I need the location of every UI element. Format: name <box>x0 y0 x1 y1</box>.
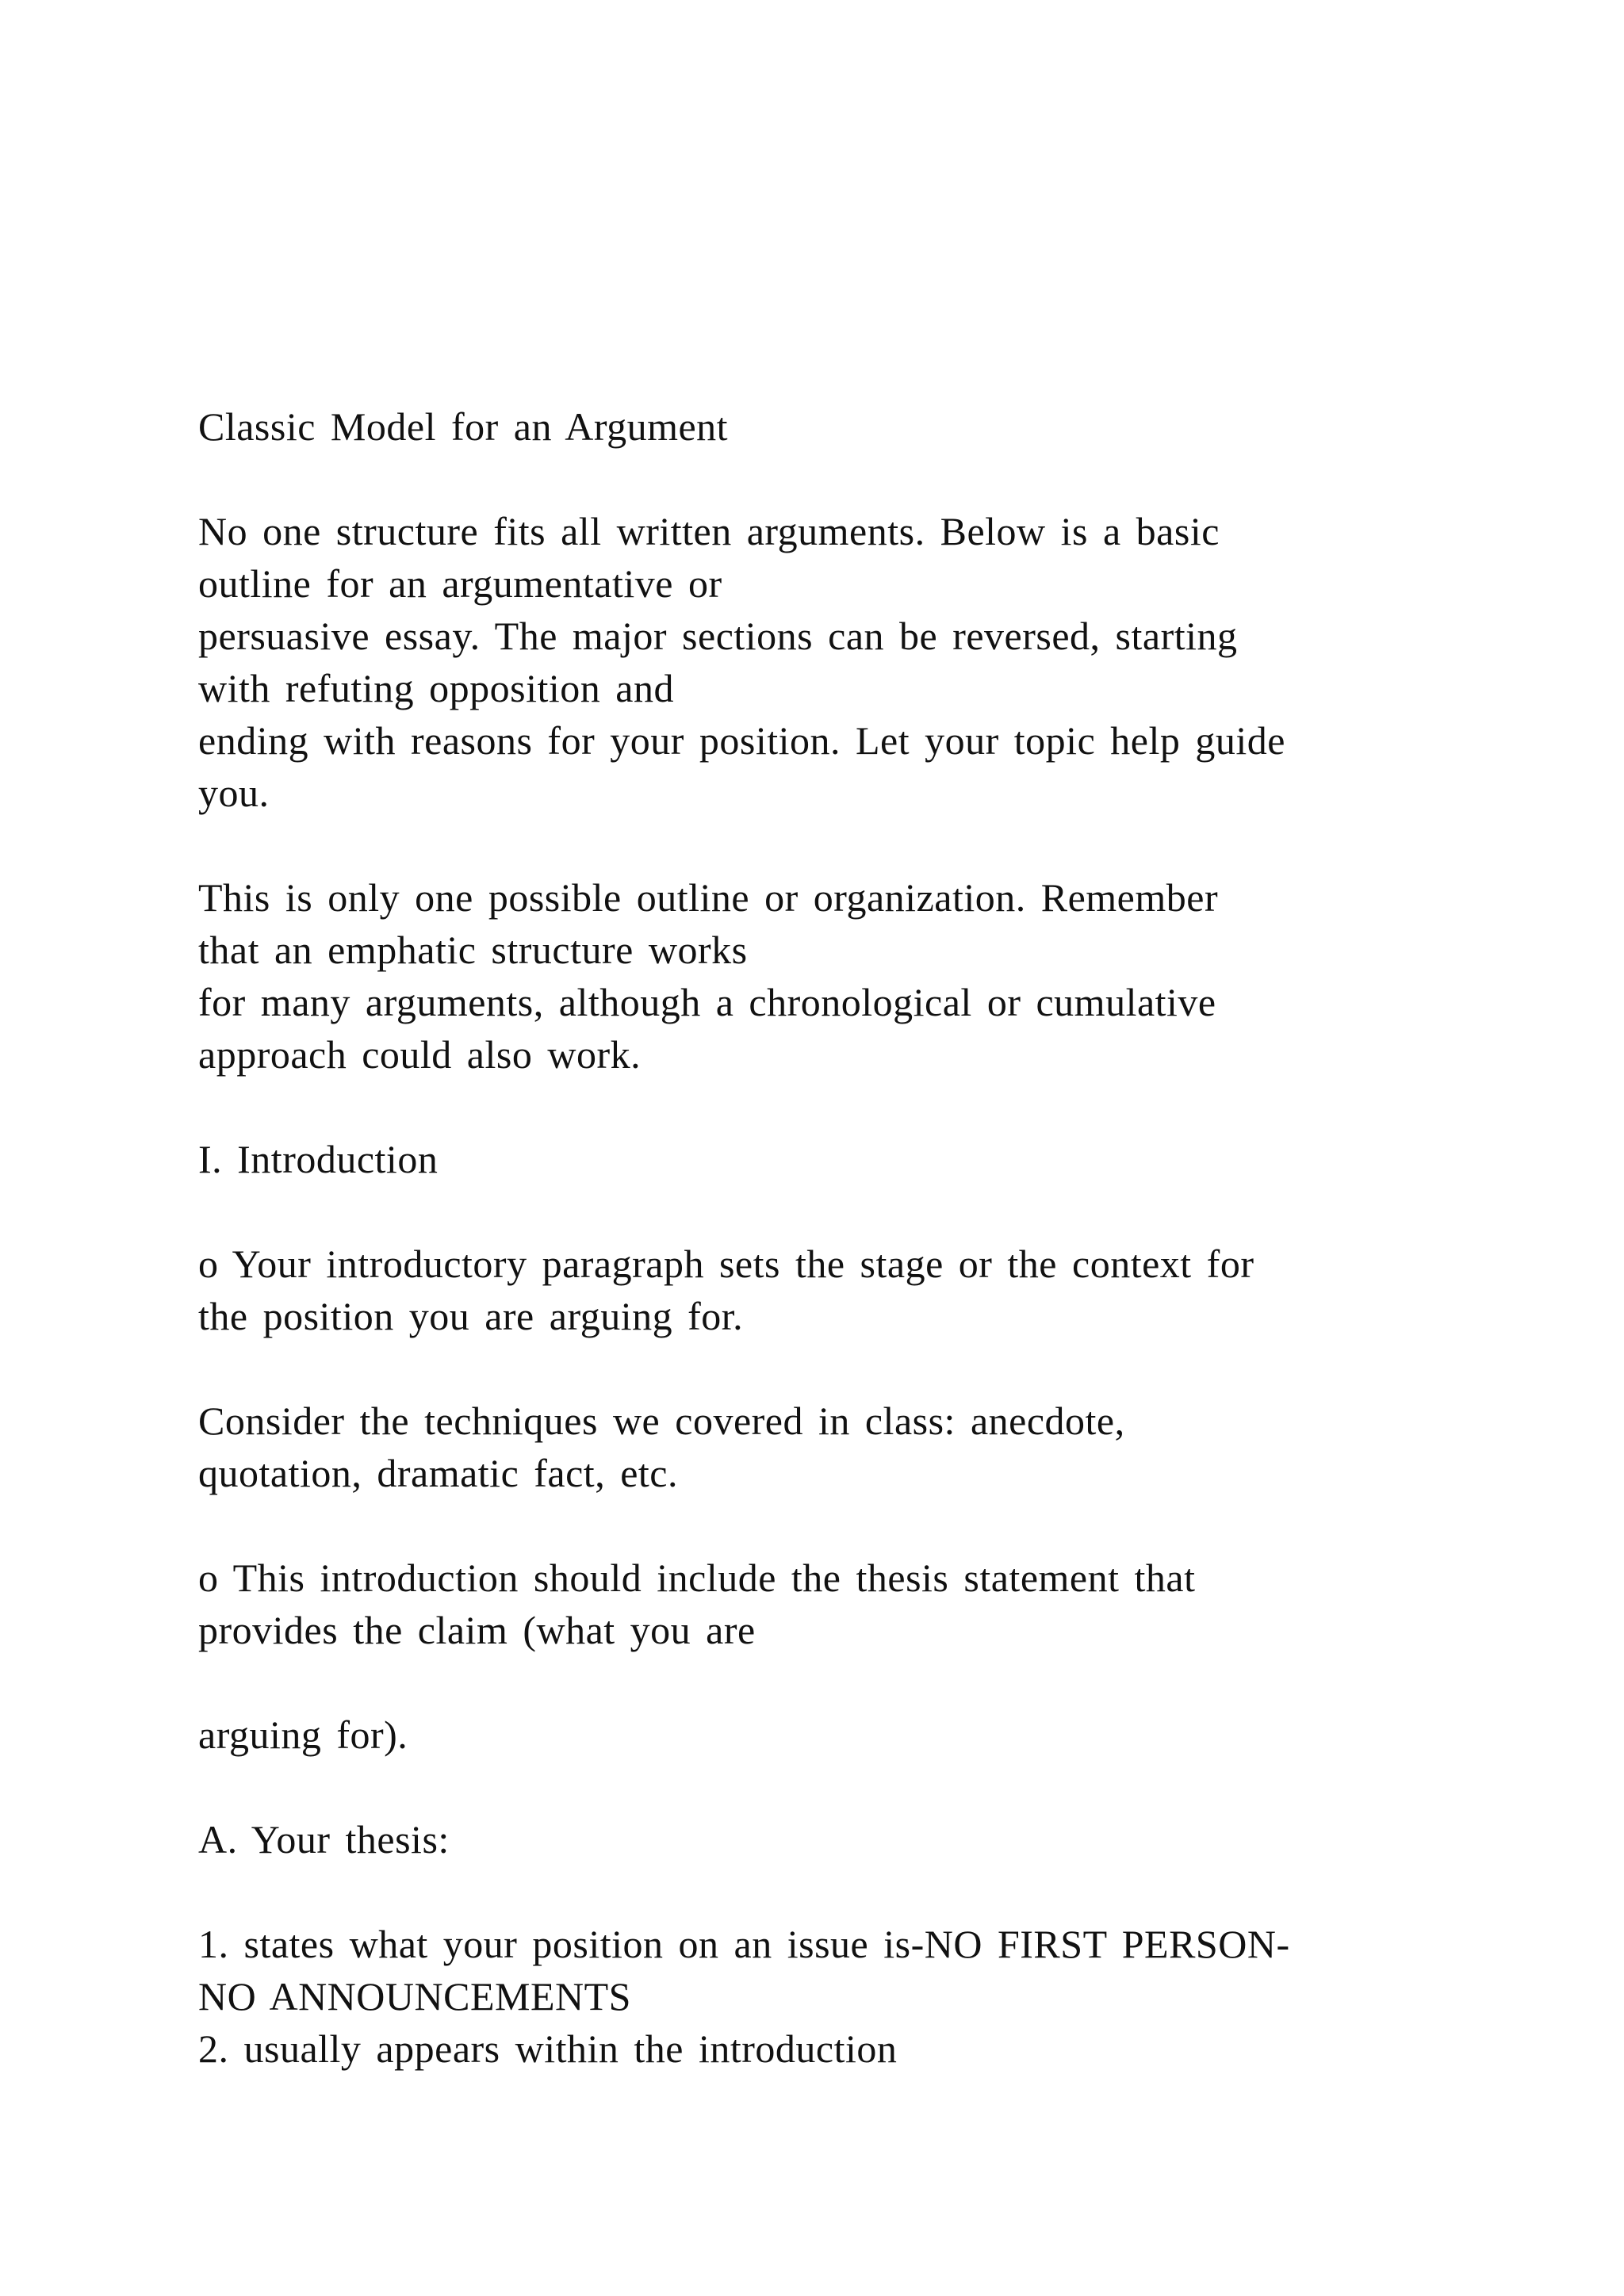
bullet-line: Consider the techniques we covered in class: anecdote, <box>198 1399 1125 1443</box>
paragraph-line: This is only one possible outline or organization. Remember <box>198 875 1219 920</box>
paragraph-line: approach could also work. <box>198 1032 642 1077</box>
document-title <box>198 400 1435 453</box>
heading-line: I. Introduction <box>198 1137 439 1181</box>
list-item: 1. states what your position on an issue is-NO FIRST PERSON- <box>198 1922 1290 1966</box>
section-heading-introduction <box>198 1133 1435 1185</box>
paragraph-line: persuasive essay. The major sections can be reversed, starting <box>198 614 1238 658</box>
paragraph-line: you. <box>198 771 270 815</box>
bullet-line: o Your introductory paragraph sets the stage or the context for <box>198 1242 1254 1286</box>
bullet-thesis-continuation <box>198 1709 1435 1761</box>
title-line: Classic Model for an Argument <box>198 404 729 449</box>
bullet-introductory-paragraph <box>198 1238 1435 1342</box>
document-body <box>198 400 1435 2127</box>
bullet-techniques <box>198 1395 1435 1499</box>
paragraph-organization <box>198 871 1435 1081</box>
paragraph-structure <box>198 505 1435 819</box>
bullet-line: arguing for). <box>198 1712 408 1757</box>
bullet-line: o This introduction should include the thesis statement that <box>198 1556 1196 1600</box>
bullet-line: quotation, dramatic fact, etc. <box>198 1451 678 1495</box>
paragraph-line: outline for an argumentative or <box>198 561 722 606</box>
bullet-thesis-statement <box>198 1552 1435 1656</box>
list-item: 2. usually appears within the introduction <box>198 2026 898 2071</box>
heading-line: A. Your thesis: <box>198 1817 450 1862</box>
paragraph-line: No one structure fits all written arguments. Below is a basic <box>198 509 1220 553</box>
paragraph-line: with refuting opposition and <box>198 666 674 710</box>
bullet-line: provides the claim (what you are <box>198 1608 756 1652</box>
paragraph-line: ending with reasons for your position. Let your topic help guide <box>198 718 1285 763</box>
list-item: NO ANNOUNCEMENTS <box>198 1974 631 2019</box>
numbered-list <box>198 1918 1435 2075</box>
bullet-line: the position you are arguing for. <box>198 1294 744 1338</box>
paragraph-line: that an emphatic structure works <box>198 928 748 972</box>
paragraph-line: for many arguments, although a chronological or cumulative <box>198 980 1216 1024</box>
subsection-heading-thesis <box>198 1813 1435 1866</box>
